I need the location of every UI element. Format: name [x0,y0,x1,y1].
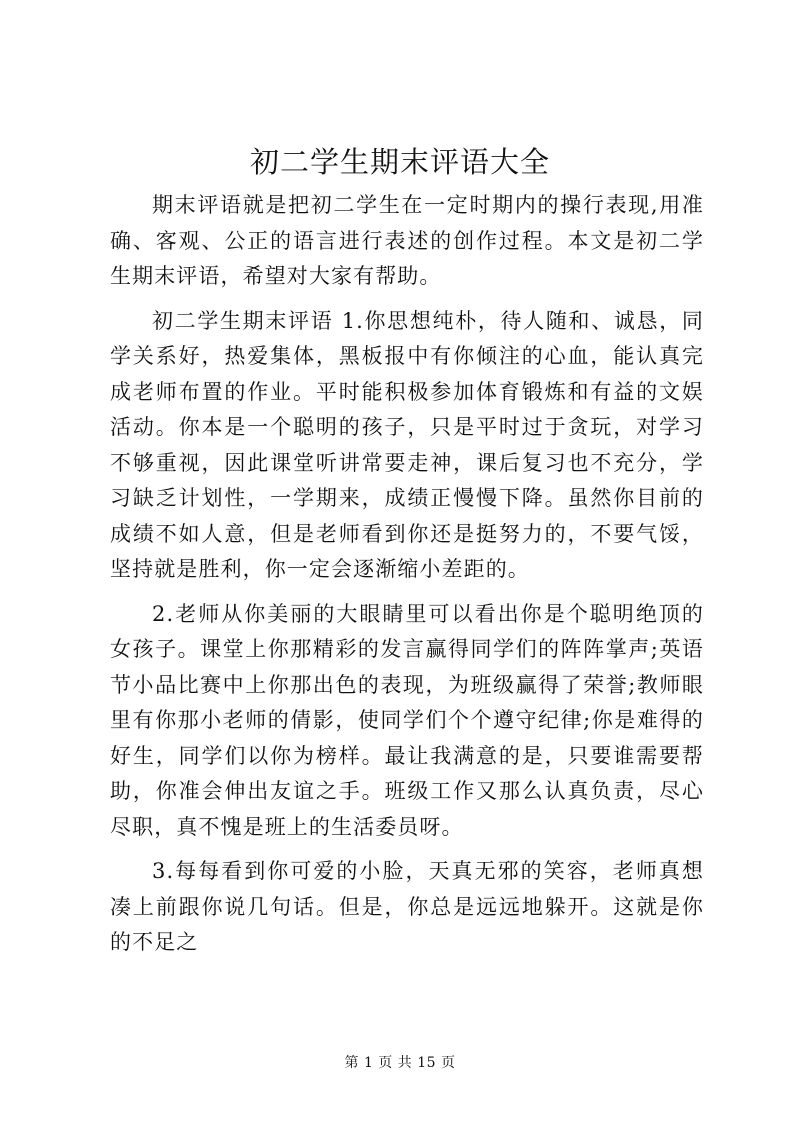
comment-paragraph-2: 2.老师从你美丽的大眼睛里可以看出你是个聪明绝顶的女孩子。课堂上你那精彩的发言赢得同学们的阵阵掌声;英语节小品比赛中上你那出色的表现，为班级赢得了荣誉;教师眼里有你那小老师的倩影，使同学们个个遵守纪律;你是难得的好生，同学们以你为榜样。最让我满意的是，只要谁需要帮助，你准会伸出友谊之手。班级工作又那么认真负责，尽心尽职，真不愧是班上的生活委员呀。 [110,601,704,839]
document-body [110,188,704,970]
page-footer: 第 1 页 共 15 页 [344,1055,456,1071]
comment-paragraph-1: 初二学生期末评语 1.你思想纯朴，待人随和、诚恳，同学关系好，热爱集体，黑板报中有你倾注的心血，能认真完成老师布置的作业。平时能积极参加体育锻炼和有益的文娱活动。你本是一个聪明的孩子，只是平时过于贪玩，对学习不够重视，因此课堂听讲常要走神，课后复习也不充分，学习缺乏计划性，一学期来，成绩正慢慢下降。虽然你目前的成绩不如人意，但是老师看到你还是挺努力的，不要气馁，坚持就是胜利，你一定会逐渐缩小差距的。 [110,308,704,581]
document-title: 初二学生期末评语大全 [249,145,550,179]
intro-paragraph: 期末评语就是把初二学生在一定时期内的操行表现,用准确、客观、公正的语言进行表述的创作过程。本文是初二学生期末评语，希望对大家有帮助。 [110,193,704,288]
comment-paragraph-3: 3.每每看到你可爱的小脸，天真无邪的笑容，老师真想凑上前跟你说几句话。但是，你总是远远地躲开。这就是你的不足之 [110,859,704,954]
